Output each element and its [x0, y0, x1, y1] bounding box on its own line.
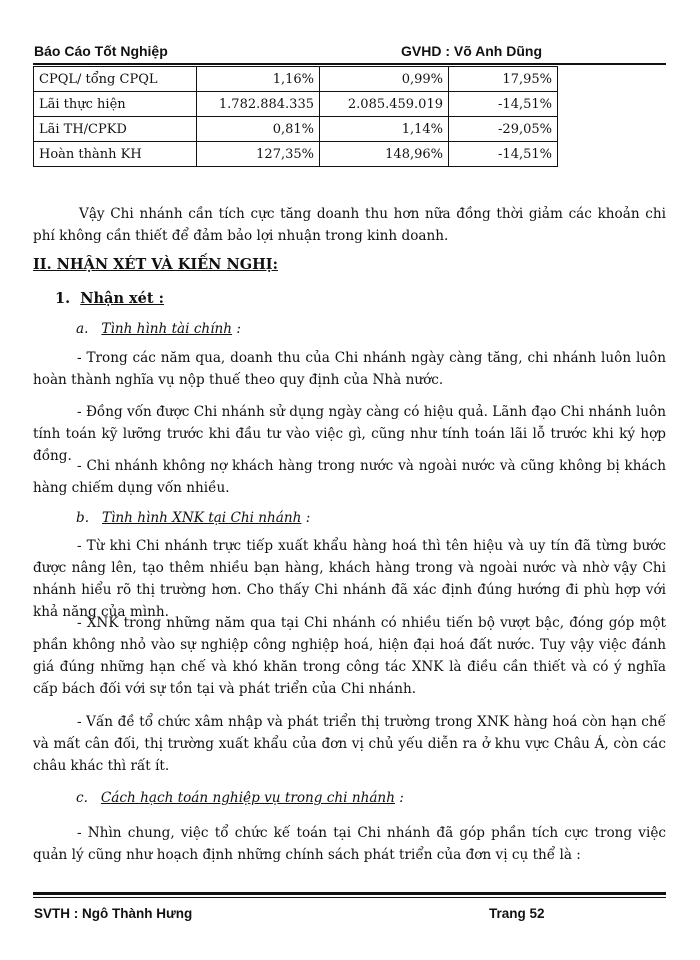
header-rule: [33, 63, 666, 65]
section-heading: II. NHẬN XÉT VÀ KIẾN NGHỊ:: [33, 256, 278, 273]
table-row: [34, 142, 558, 167]
heading-a-label: a.: [76, 321, 89, 337]
table-cell: Hoàn thành KH: [34, 142, 197, 167]
heading-a-title: Tình hình tài chính: [101, 321, 233, 337]
table-row: [34, 67, 558, 92]
financial-table: [33, 66, 558, 167]
footer-rule-thin: [33, 897, 666, 898]
table-cell: Lãi TH/CPKD: [34, 117, 197, 142]
subsection-number: 1.: [55, 290, 71, 307]
table-cell: -14,51%: [449, 142, 558, 167]
page-footer: [34, 906, 666, 926]
heading-a: a. Tình hình tài chính :: [76, 321, 241, 337]
table-cell: 148,96%: [320, 142, 449, 167]
table-cell: 0,81%: [197, 117, 320, 142]
paragraph-b1: - Từ khi Chi nhánh trực tiếp xuất khẩu hàng hoá thì tên hiệu và uy tín đã từng bước được nâng lên, tạo thêm nhiều bạn hàng, khách hàng trong và ngoài nước và nhờ vậy Chi nhánh hiểu rõ thị trường hơn. Cho thấy Chi nhánh đã xác định đúng hướng đi phù hợp với khả năng của mình.: [33, 538, 666, 620]
table-cell: -14,51%: [449, 92, 558, 117]
heading-c-label: c.: [76, 790, 88, 806]
table-cell: CPQL/ tổng CPQL: [34, 67, 197, 92]
advisor-name: GVHD : Võ Anh Dũng: [401, 43, 543, 59]
heading-b-title: Tình hình XNK tại Chi nhánh: [102, 510, 302, 526]
footer-rule-thick: [33, 892, 666, 895]
table-cell: 1.782.884.335: [197, 92, 320, 117]
paragraph-a1: - Trong các năm qua, doanh thu của Chi nhánh ngày càng tăng, chi nhánh luôn luôn hoàn thành nghĩa vụ nộp thuế theo quy định của Nhà nước.: [33, 350, 666, 388]
heading-b-label: b.: [76, 510, 90, 526]
table-cell: -29,05%: [449, 117, 558, 142]
table-cell: 127,35%: [197, 142, 320, 167]
table-row: [34, 92, 558, 117]
paragraph-b2: - XNK trong những năm qua tại Chi nhánh có nhiều tiến bộ vượt bậc, đóng góp một phần không nhỏ vào sự nghiệp công nghiệp hoá, hiện đại hoá đất nước. Tuy vậy việc đánh giá đúng những hạn chế và khó khăn trong công tác XNK là điều cần thiết và có ý nghĩa cấp bách đối với sự tồn tại và phát triển của Chi nhánh.: [33, 615, 666, 697]
heading-b: b. Tình hình XNK tại Chi nhánh :: [76, 510, 311, 526]
subsection-heading: [55, 290, 164, 307]
subsection-title: Nhận xét :: [80, 290, 165, 307]
paragraph-c1: - Nhìn chung, việc tổ chức kế toán tại Chi nhánh đã góp phần tích cực trong việc quản lý cũng như hoạch định những chính sách phát triển của đơn vị cụ thể là :: [33, 825, 666, 863]
table-cell: 17,95%: [449, 67, 558, 92]
page-number: Trang 52: [489, 906, 545, 921]
heading-c-title: Cách hạch toán nghiệp vụ trong chi nhánh: [100, 790, 395, 806]
table-cell: 0,99%: [320, 67, 449, 92]
heading-c: c. Cách hạch toán nghiệp vụ trong chi nhánh :: [76, 790, 404, 806]
paragraph-b3: - Vấn đề tổ chức xâm nhập và phát triển thị trường trong XNK hàng hoá còn hạn chế và mất cân đối, thị trường xuất khẩu của đơn vị chủ yếu diễn ra ở khu vực Châu Á, còn các châu khác thì rất ít.: [33, 714, 666, 774]
paragraph-a2: - Đồng vốn được Chi nhánh sử dụng ngày càng có hiệu quả. Lãnh đạo Chi nhánh luôn tính toán kỹ lưỡng trước khi đầu tư vào việc gì, cũng như tính toán lãi lỗ trước khi ký hợp đồng.: [33, 404, 666, 464]
page-header: [34, 43, 666, 63]
intro-paragraph: Vậy Chi nhánh cần tích cực tăng doanh thu hơn nữa đồng thời giảm các khoản chi phí không cần thiết để đảm bảo lợi nhuận trong kinh doanh.: [33, 206, 666, 244]
table-cell: 2.085.459.019: [320, 92, 449, 117]
student-name: SVTH : Ngô Thành Hưng: [34, 906, 193, 921]
report-title: Báo Cáo Tốt Nghiệp: [34, 43, 168, 59]
table-row: [34, 117, 558, 142]
table-cell: 1,14%: [320, 117, 449, 142]
paragraph-a3: - Chi nhánh không nợ khách hàng trong nước và ngoài nước và cũng không bị khách hàng chiếm dụng vốn nhiều.: [33, 458, 666, 496]
table-cell: 1,16%: [197, 67, 320, 92]
table-cell: Lãi thực hiện: [34, 92, 197, 117]
